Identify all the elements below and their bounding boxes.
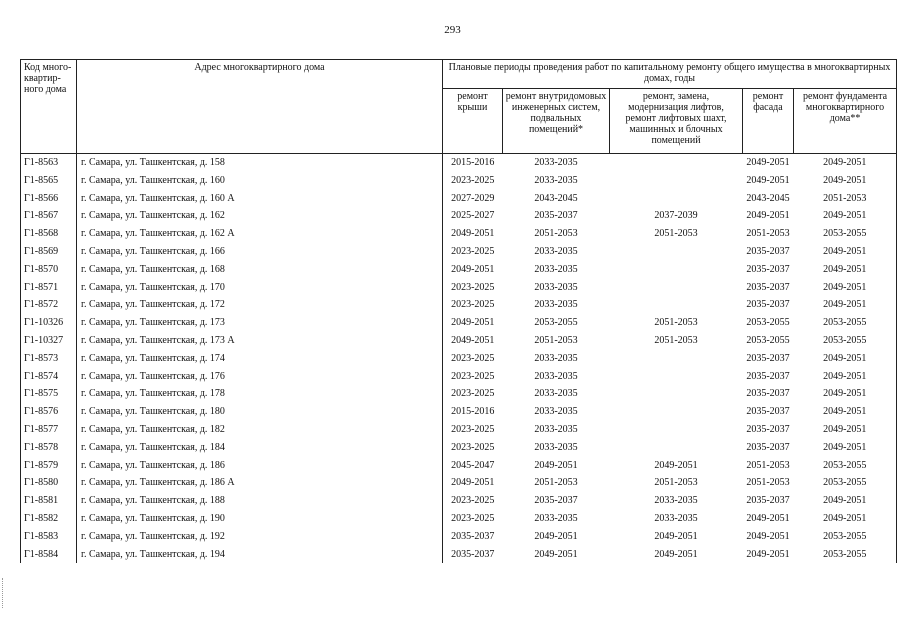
cell-systems: 2033-2035 <box>534 512 578 524</box>
cell-code: Г1-8566 <box>21 190 77 208</box>
cell-elevators <box>610 403 743 421</box>
table-row <box>21 225 897 243</box>
cell-systems: 2033-2035 <box>534 423 578 435</box>
cell-address: г. Самара, ул. Ташкентская, д. 182 <box>77 421 443 439</box>
cell-address: г. Самара, ул. Ташкентская, д. 158 <box>77 154 443 172</box>
cell-facade: 2035-2037 <box>746 495 790 507</box>
cell-code: Г1-8574 <box>21 368 77 386</box>
table-row <box>21 190 897 208</box>
cell-facade: 2049-2051 <box>746 512 790 524</box>
cell-code: Г1-8572 <box>21 296 77 314</box>
cell-code: Г1-8563 <box>21 154 77 172</box>
cell-roof: 2023-2025 <box>443 243 503 261</box>
cell-code: Г1-8580 <box>21 474 77 492</box>
cell-code: Г1-10326 <box>21 314 77 332</box>
cell-facade: 2049-2051 <box>746 210 790 222</box>
cell-code: Г1-8578 <box>21 439 77 457</box>
table-row <box>21 243 897 261</box>
cell-foundation: 2049-2051 <box>794 154 897 172</box>
cell-roof: 2015-2016 <box>443 154 503 172</box>
cell-facade: 2035-2037 <box>746 281 790 293</box>
cell-facade: 2053-2055 <box>746 334 790 346</box>
cell-roof: 2023-2025 <box>443 421 503 439</box>
cell-address: г. Самара, ул. Ташкентская, д. 170 <box>77 279 443 297</box>
cell-address: г. Самара, ул. Ташкентская, д. 168 <box>77 261 443 279</box>
cell-code: Г1-8569 <box>21 243 77 261</box>
cell-code: Г1-8582 <box>21 510 77 528</box>
cell-facade: 2053-2055 <box>746 317 790 329</box>
table-row <box>21 368 897 386</box>
cell-elevators <box>610 421 743 439</box>
cell-roof: 2035-2037 <box>443 528 503 546</box>
cell-address: г. Самара, ул. Ташкентская, д. 174 <box>77 350 443 368</box>
cell-foundation: 2049-2051 <box>794 439 897 457</box>
cell-systems: 2051-2053 <box>534 228 578 240</box>
cell-elevators <box>610 296 743 314</box>
cell-facade: 2049-2051 <box>746 530 790 542</box>
cell-address: г. Самара, ул. Ташкентская, д. 173 <box>77 314 443 332</box>
cell-facade: 2035-2037 <box>746 352 790 364</box>
header-roof: ремонт крыши <box>443 89 503 154</box>
cell-code: Г1-8568 <box>21 225 77 243</box>
cell-roof: 2049-2051 <box>443 225 503 243</box>
page-number: 293 <box>444 24 461 36</box>
cell-roof: 2023-2025 <box>443 492 503 510</box>
cell-address: г. Самара, ул. Ташкентская, д. 188 <box>77 492 443 510</box>
cell-code: Г1-10327 <box>21 332 77 350</box>
table-row <box>21 261 897 279</box>
cell-elevators: 2051-2053 <box>654 477 698 489</box>
header-systems: ремонт внутридомовых инженерных систем, подвальных помещений* <box>503 89 610 154</box>
cell-foundation: 2049-2051 <box>794 172 897 190</box>
cell-facade: 2043-2045 <box>746 192 790 204</box>
cell-address: г. Самара, ул. Ташкентская, д. 194 <box>77 546 443 564</box>
cell-roof: 2025-2027 <box>443 207 503 225</box>
cell-elevators <box>610 279 743 297</box>
header-foundation: ремонт фундамента многоквартирного дома** <box>794 89 897 154</box>
cell-foundation: 2053-2055 <box>794 457 897 475</box>
cell-elevators: 2051-2053 <box>654 317 698 329</box>
cell-elevators <box>610 368 743 386</box>
cell-address: г. Самара, ул. Ташкентская, д. 162 А <box>77 225 443 243</box>
table-body <box>21 154 897 564</box>
cell-elevators <box>610 261 743 279</box>
cell-elevators: 2033-2035 <box>654 512 698 524</box>
cell-facade: 2049-2051 <box>746 548 790 560</box>
cell-elevators: 2051-2053 <box>654 334 698 346</box>
table-row <box>21 314 897 332</box>
margin-stamp <box>2 578 7 608</box>
cell-roof: 2023-2025 <box>443 368 503 386</box>
cell-foundation: 2053-2055 <box>794 225 897 243</box>
cell-address: г. Самара, ул. Ташкентская, д. 192 <box>77 528 443 546</box>
cell-systems: 2035-2037 <box>534 210 578 222</box>
cell-systems: 2053-2055 <box>534 317 578 329</box>
cell-systems: 2033-2035 <box>503 154 610 172</box>
cell-roof: 2023-2025 <box>443 172 503 190</box>
cell-facade: 2035-2037 <box>746 406 790 418</box>
cell-code: Г1-8571 <box>21 279 77 297</box>
cell-roof: 2049-2051 <box>443 474 503 492</box>
cell-facade: 2051-2053 <box>746 459 790 471</box>
cell-code: Г1-8584 <box>21 546 77 564</box>
cell-code: Г1-8567 <box>21 207 77 225</box>
cell-roof: 2023-2025 <box>443 385 503 403</box>
table-row <box>21 457 897 475</box>
cell-facade: 2035-2037 <box>746 370 790 382</box>
cell-address: г. Самара, ул. Ташкентская, д. 186 А <box>77 474 443 492</box>
cell-code: Г1-8573 <box>21 350 77 368</box>
capital-repair-table <box>20 59 897 563</box>
cell-roof: 2023-2025 <box>443 510 503 528</box>
cell-systems: 2033-2035 <box>534 299 578 311</box>
cell-systems: 2033-2035 <box>534 388 578 400</box>
cell-systems: 2033-2035 <box>534 352 578 364</box>
cell-systems: 2033-2035 <box>534 406 578 418</box>
cell-address: г. Самара, ул. Ташкентская, д. 162 <box>77 207 443 225</box>
cell-foundation: 2053-2055 <box>794 332 897 350</box>
cell-roof: 2049-2051 <box>443 261 503 279</box>
cell-foundation: 2053-2055 <box>794 528 897 546</box>
cell-elevators: 2033-2035 <box>654 495 698 507</box>
cell-foundation: 2049-2051 <box>794 492 897 510</box>
header-facade: ремонт фасада <box>743 89 794 154</box>
cell-facade: 2035-2037 <box>746 245 790 257</box>
cell-systems: 2049-2051 <box>534 530 578 542</box>
cell-foundation: 2049-2051 <box>794 421 897 439</box>
cell-systems: 2051-2053 <box>534 334 578 346</box>
table-row <box>21 207 897 225</box>
cell-systems: 2051-2053 <box>534 477 578 489</box>
cell-elevators: 2049-2051 <box>654 530 698 542</box>
cell-roof: 2027-2029 <box>443 190 503 208</box>
cell-systems: 2033-2035 <box>534 281 578 293</box>
cell-roof: 2049-2051 <box>443 332 503 350</box>
cell-roof: 2023-2025 <box>443 350 503 368</box>
cell-address: г. Самара, ул. Ташкентская, д. 178 <box>77 385 443 403</box>
cell-roof: 2023-2025 <box>443 279 503 297</box>
cell-foundation: 2053-2055 <box>794 546 897 564</box>
cell-foundation: 2049-2051 <box>794 403 897 421</box>
cell-facade: 2051-2053 <box>746 477 790 489</box>
table-row <box>21 474 897 492</box>
cell-facade: 2049-2051 <box>743 154 794 172</box>
cell-address: г. Самара, ул. Ташкентская, д. 172 <box>77 296 443 314</box>
table-row <box>21 279 897 297</box>
cell-systems: 2049-2051 <box>534 459 578 471</box>
cell-elevators: 2049-2051 <box>654 548 698 560</box>
table-row <box>21 385 897 403</box>
cell-facade: 2035-2037 <box>746 441 790 453</box>
cell-address: г. Самара, ул. Ташкентская, д. 180 <box>77 403 443 421</box>
header-code: Код много-квартир-ного дома <box>21 60 77 154</box>
table-row <box>21 172 897 190</box>
cell-code: Г1-8583 <box>21 528 77 546</box>
cell-systems: 2033-2035 <box>534 263 578 275</box>
cell-facade: 2051-2053 <box>746 228 790 240</box>
table-row <box>21 546 897 564</box>
cell-foundation: 2049-2051 <box>794 279 897 297</box>
table-row <box>21 296 897 314</box>
cell-code: Г1-8576 <box>21 403 77 421</box>
cell-elevators <box>610 385 743 403</box>
cell-foundation: 2053-2055 <box>794 314 897 332</box>
cell-foundation: 2049-2051 <box>794 243 897 261</box>
cell-systems: 2033-2035 <box>534 370 578 382</box>
table-row <box>21 403 897 421</box>
cell-systems: 2035-2037 <box>534 495 578 507</box>
table-row <box>21 421 897 439</box>
cell-systems: 2033-2035 <box>534 441 578 453</box>
cell-facade: 2049-2051 <box>746 174 790 186</box>
cell-foundation: 2049-2051 <box>794 368 897 386</box>
cell-address: г. Самара, ул. Ташкентская, д. 176 <box>77 368 443 386</box>
cell-roof: 2015-2016 <box>443 403 503 421</box>
cell-elevators <box>610 439 743 457</box>
cell-address: г. Самара, ул. Ташкентская, д. 173 А <box>77 332 443 350</box>
table-row <box>21 154 897 172</box>
cell-address: г. Самара, ул. Ташкентская, д. 186 <box>77 457 443 475</box>
cell-facade: 2035-2037 <box>746 299 790 311</box>
cell-systems: 2033-2035 <box>534 245 578 257</box>
header-address: Адрес многоквартирного дома <box>77 60 443 154</box>
table-row <box>21 350 897 368</box>
cell-roof: 2023-2025 <box>443 439 503 457</box>
cell-address: г. Самара, ул. Ташкентская, д. 190 <box>77 510 443 528</box>
header-periods: Плановые периоды проведения работ по капитальному ремонту общего имущества в многоквартирных домах, годы <box>443 60 897 89</box>
cell-roof: 2045-2047 <box>443 457 503 475</box>
cell-elevators: 2051-2053 <box>654 228 698 240</box>
cell-code: Г1-8575 <box>21 385 77 403</box>
cell-elevators <box>610 243 743 261</box>
cell-systems: 2049-2051 <box>534 548 578 560</box>
cell-foundation: 2051-2053 <box>794 190 897 208</box>
cell-elevators <box>610 154 743 172</box>
cell-elevators: 2049-2051 <box>654 459 698 471</box>
cell-code: Г1-8577 <box>21 421 77 439</box>
header-elevators: ремонт, замена, модернизация лифтов, ремонт лифтовых шахт, машинных и блочных помещений <box>610 89 743 154</box>
table-row <box>21 510 897 528</box>
cell-foundation: 2049-2051 <box>794 207 897 225</box>
cell-address: г. Самара, ул. Ташкентская, д. 160 А <box>77 190 443 208</box>
cell-systems: 2033-2035 <box>534 174 578 186</box>
cell-elevators <box>610 172 743 190</box>
cell-foundation: 2049-2051 <box>794 350 897 368</box>
cell-facade: 2035-2037 <box>746 423 790 435</box>
cell-elevators <box>610 350 743 368</box>
cell-roof: 2035-2037 <box>443 546 503 564</box>
cell-facade: 2035-2037 <box>746 388 790 400</box>
cell-address: г. Самара, ул. Ташкентская, д. 166 <box>77 243 443 261</box>
table-row <box>21 492 897 510</box>
cell-roof: 2049-2051 <box>443 314 503 332</box>
cell-facade: 2035-2037 <box>746 263 790 275</box>
cell-elevators: 2037-2039 <box>654 210 698 222</box>
cell-address: г. Самара, ул. Ташкентская, д. 184 <box>77 439 443 457</box>
cell-code: Г1-8579 <box>21 457 77 475</box>
cell-address: г. Самара, ул. Ташкентская, д. 160 <box>77 172 443 190</box>
cell-foundation: 2053-2055 <box>794 474 897 492</box>
cell-code: Г1-8570 <box>21 261 77 279</box>
cell-elevators <box>610 190 743 208</box>
table-row <box>21 439 897 457</box>
cell-systems: 2043-2045 <box>534 192 578 204</box>
cell-foundation: 2049-2051 <box>794 385 897 403</box>
cell-foundation: 2049-2051 <box>794 261 897 279</box>
cell-foundation: 2049-2051 <box>794 296 897 314</box>
cell-foundation: 2049-2051 <box>794 510 897 528</box>
table-row <box>21 332 897 350</box>
cell-roof: 2023-2025 <box>443 296 503 314</box>
table-row <box>21 528 897 546</box>
cell-code: Г1-8565 <box>21 172 77 190</box>
cell-code: Г1-8581 <box>21 492 77 510</box>
